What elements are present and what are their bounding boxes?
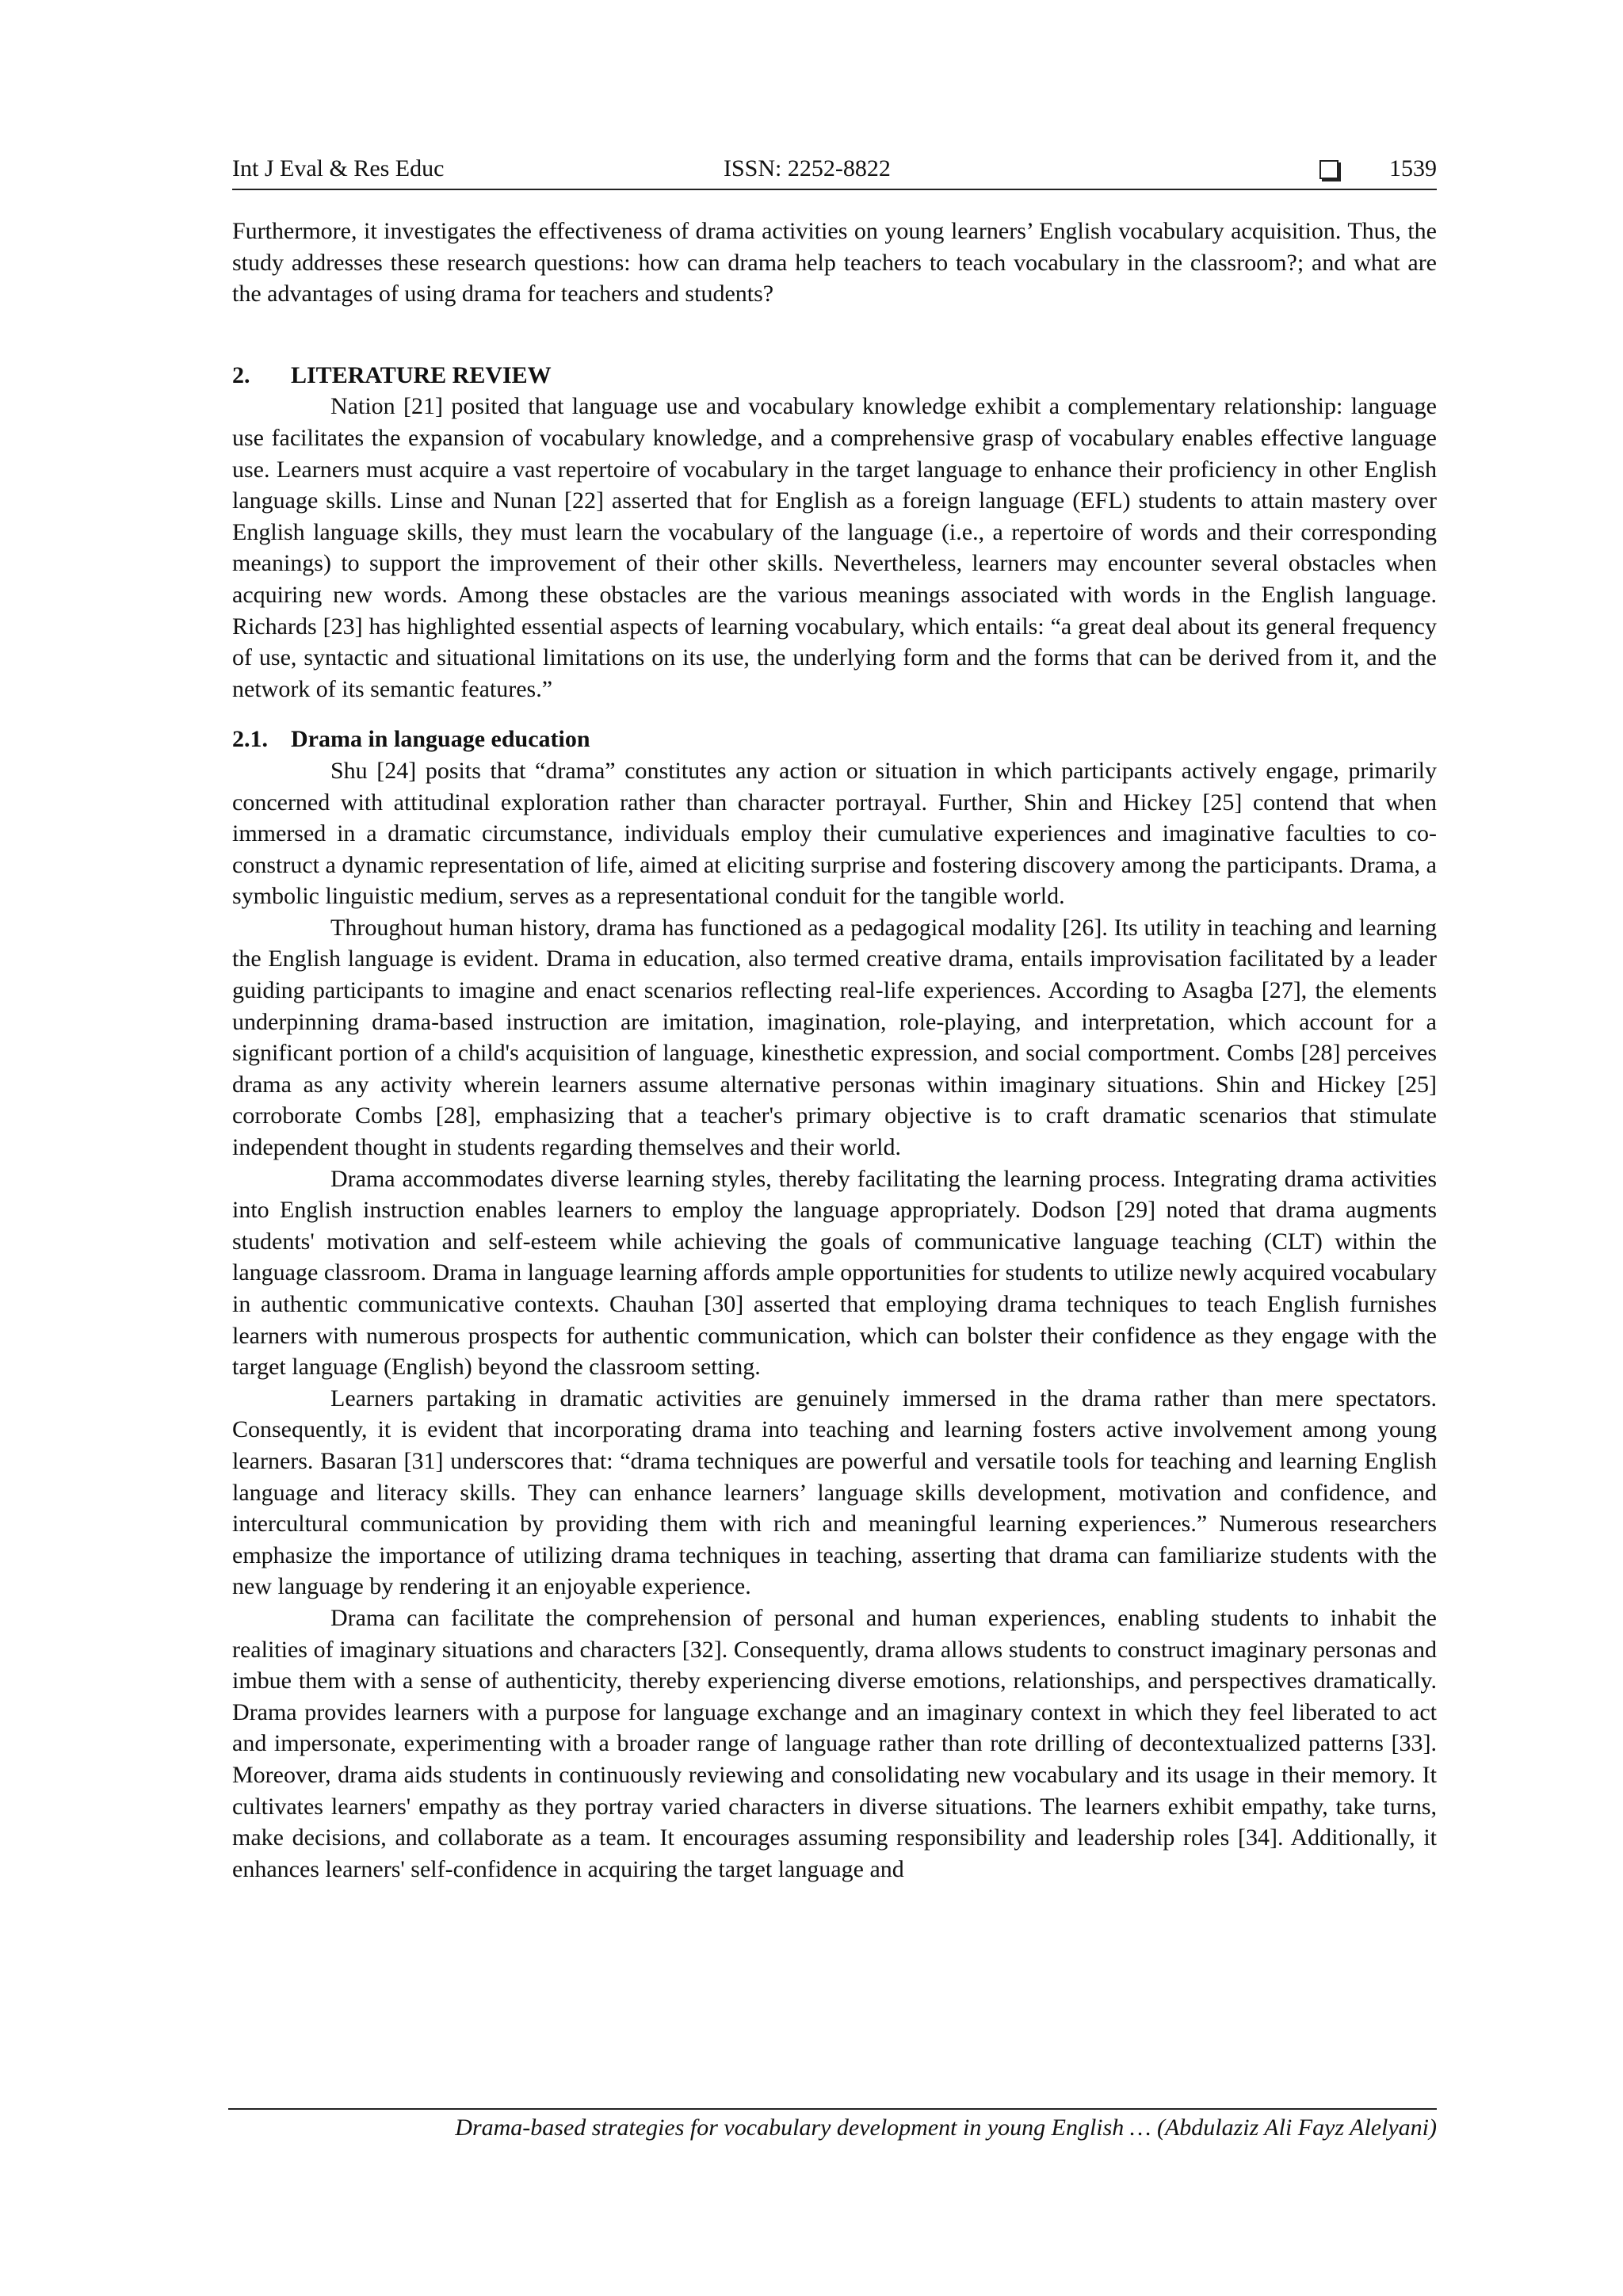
section-number: 2. (232, 361, 250, 388)
page-number: 1539 (1389, 155, 1437, 181)
body-paragraph: Nation [21] posited that language use and vocabulary knowledge exhibit a complementary relationship: language use facilitates the expansion of vocabulary knowledge, and a comprehensive grasp of vocabulary enables effective language use. Learners must acquire a vast repertoire of vocabulary in the target language to enhance their proficiency in other English language skills. Linse and Nunan [22] asserted that for English as a foreign language (EFL) students to attain mastery over English language skills, they must learn the vocabulary of the language (i.e., a repertoire of words and their corresponding meanings) to support the improvement of their other skills. Nevertheless, learners may encounter several obstacles when acquiring new words. Among these obstacles are the various meanings associated with words in the English language. Richards [23] has highlighted essential aspects of learning vocabulary, which entails: “a great deal about its general frequency of use, syntactic and situational limitations on its use, the underlying form and the forms that can be derived from it, and the network of its semantic features.” (232, 393, 1437, 702)
page-body (232, 216, 1437, 1885)
body-paragraph: Learners partaking in dramatic activities are genuinely immersed in the drama rather than mere spectators. Consequently, it is evident that incorporating drama into teaching and learning fosters active involvement among young learners. Basaran [31] underscores that: “drama techniques are powerful and versatile tools for teaching and learning English language and literacy skills. They can enhance learners’ language skills development, motivation and confidence, and intercultural communication by providing them with rich and meaningful learning experiences.” Numerous researchers emphasize the importance of utilizing drama techniques in teaching, asserting that drama can familiarize students with the new language by rendering it an enjoyable experience. (232, 1385, 1437, 1600)
subsection-heading-drama (232, 724, 1437, 755)
journal-name: Int J Eval & Res Educ (232, 155, 445, 181)
body-paragraph: Drama accommodates diverse learning styles, thereby facilitating the learning process. Integrating drama activities into English instruction enables learners to employ the language appropriately. Dodson [29] noted that drama augments students' motivation and self-esteem while achieving the goals of communicative language teaching (CLT) within the language classroom. Drama in language learning affords ample opportunities for students to utilize newly acquired vocabulary in authentic communicative contexts. Chauhan [30] asserted that employing drama techniques to teach English furnishes learners with numerous prospects for authentic communication, which can bolster their confidence as they engage with the target language (English) beyond the classroom setting. (232, 1165, 1437, 1381)
issn-label: ISSN: 2252-8822 (724, 155, 891, 181)
subsection-title: Drama in language education (291, 726, 590, 753)
intro-paragraph: Furthermore, it investigates the effectiveness of drama activities on young learners’ English vocabulary acquisition. Thus, the study addresses these research questions: how can drama help teachers to teach vocabulary in the classroom?; and what are the advantages of using drama for teachers and students? (232, 218, 1437, 308)
body-paragraph: Throughout human history, drama has functioned as a pedagogical modality [26]. Its utility in teaching and learning the English language is evident. Drama in education, also termed creative drama, entails improvisation facilitated by a leader guiding participants to imagine and enact scenarios reflecting real-life experiences. According to Asagba [27], the elements underpinning drama-based instruction are imitation, imagination, role-playing, and interpretation, which account for a significant portion of a child's acquisition of language, kinesthetic expression, and social comportment. Combs [28] perceives drama as any activity wherein learners assume alternative personas within imaginary situations. Shin and Hickey [25] corroborate Combs [28], emphasizing that a teacher's primary objective is to craft dramatic scenarios that stimulate independent thought in students regarding themselves and their world. (232, 914, 1437, 1161)
page-header (232, 155, 1437, 190)
section-heading-literature-review (232, 360, 1437, 392)
body-paragraph: Shu [24] posits that “drama” constitutes any action or situation in which participants actively engage, primarily concerned with attitudinal exploration rather than character portrayal. Further, Shin and Hickey [25] contend that when immersed in a dramatic circumstance, individuals employ their cumulative experiences and imaginative faculties to co-construct a dynamic representation of life, aimed at eliciting surprise and fostering discovery among the participants. Drama, a symbolic linguistic medium, serves as a representational conduit for the tangible world. (232, 757, 1437, 910)
subsection-number: 2.1. (232, 726, 268, 753)
section-title: LITERATURE REVIEW (291, 361, 552, 388)
page-footer (228, 2108, 1437, 2141)
body-paragraph: Drama can facilitate the comprehension of personal and human experiences, enabling students to inhabit the realities of imaginary situations and characters [32]. Consequently, drama allows students to construct imaginary personas and imbue them with a sense of authenticity, thereby experiencing diverse emotions, relationships, and perspectives dramatically. Drama provides learners with a purpose for language exchange and an imaginary context in which they feel liberated to act and impersonate, experimenting with a broader range of language rather than rote drilling of decontextualized patterns [33]. Moreover, drama aids students in continuously reviewing and consolidating new vocabulary and its usage in their memory. It cultivates learners' empathy as they portray varied characters in diverse situations. The learners exhibit empathy, take turns, make decisions, and collaborate as a team. It encourages assuming responsibility and leadership roles [34]. Additionally, it enhances learners' self-confidence in acquiring the target language and (232, 1604, 1437, 1882)
square-box-icon (1319, 160, 1338, 179)
running-title: Drama-based strategies for vocabulary development in young English … (Abdulaziz Ali Fayz Alelyani) (455, 2115, 1437, 2141)
